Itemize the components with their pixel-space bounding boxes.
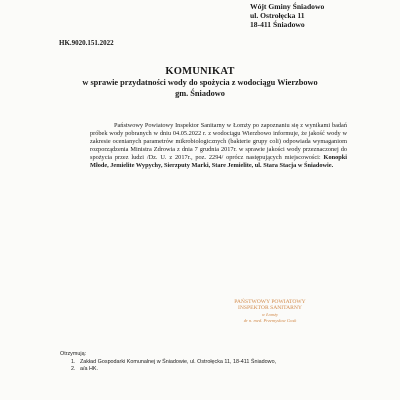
stamp-line-3: w Łomży [261,311,279,317]
stamp-line-2: INSPEKTOR SANITARNY [238,305,302,312]
recipient-name: Wójt Gminy Śniadowo [250,2,325,11]
stamp-line-1: PAŃSTWOWY POWIATOWY [234,299,306,305]
recipient-city: 18-411 Śniadowo [250,20,305,30]
stamp-signatory: dr n. med. Przemysław Gosk [243,318,297,324]
affected-places: Konopki Młode, Jemielite Wypychy, Sierzputy Marki, Stare Jemielite, ul. Stara Stacja w Śniadowie. [90,153,347,169]
distribution-items [60,359,276,374]
body-text: Państwowy Powiatowy Inspektor Sanitarny w Łomży po zapoznaniu się z wynikami badań próbek wody pobranych w dniu 04.05.2022 r. z wodociągu Wierzbowo informuje, że jakość wody w zakresie ocenianych parametrów mikrobiologicznych (bakterie grupy coli) odpowiada wymaganiom rozporządzenia Ministra Zdrowia z dnia 7 grudnia 2017r. w sprawie jakości wody przeznaczonej do spożycia przez ludzi /Dz. U. z 2017r., poz. 2294/ oprócz następujących miejscowości: [90,122,347,161]
recipient-address [250,2,324,30]
document-title: KOMUNIKAT [165,66,235,77]
distribution-item: 2. a/a HK. [77,366,276,374]
recipient-street: ul. Ostrołęcka 11 [250,11,305,21]
distribution-label: Otrzymują: [60,351,87,357]
distribution-item: 1. Zakład Gospodarki Komunalnej w Śniadowie, ul. Ostrołęcka 11, 18-411 Śniadowo, [77,359,276,367]
body-paragraph [90,122,347,169]
document-subject-line-2: gm. Śniadowo [175,89,225,98]
document-subject-line-1: w sprawie przydatności wody do spożycia z wodociągu Wierzbowo [82,78,318,87]
distribution-list [60,351,276,374]
title-block [60,66,340,99]
reference-number: HK.9020.151.2022 [59,39,114,47]
official-stamp [232,299,308,325]
